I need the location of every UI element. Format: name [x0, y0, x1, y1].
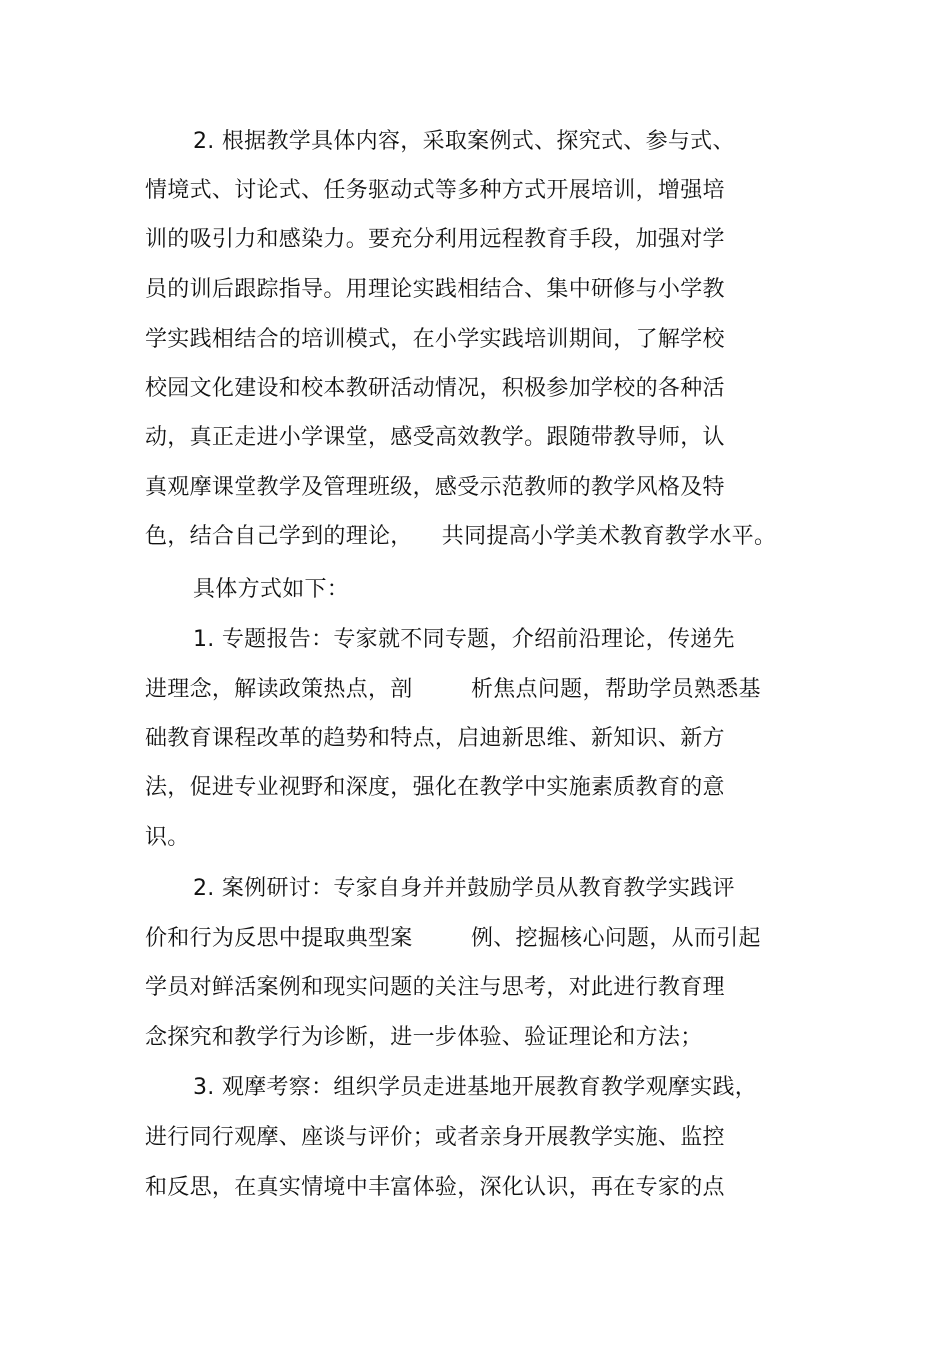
text-line: 识。: [145, 825, 190, 850]
text-line: 真观摩课堂教学及管理班级，感受示范教师的教学风格及特: [145, 475, 725, 500]
text-line: 训的吸引力和感染力。要充分利用远程教育手段，加强对学: [145, 227, 725, 252]
text-line: 学实践相结合的培训模式，在小学实践培训期间，了解学校: [145, 327, 725, 352]
text-line: 2. 案例研讨：专家自身并并鼓励学员从教育教学实践评: [193, 876, 735, 901]
text-line: 进理念，解读政策热点，剖 析焦点问题，帮助学员熟悉基: [145, 677, 761, 702]
text-line: 动，真正走进小学课堂，感受高效教学。跟随带教导师，认: [145, 425, 725, 450]
text-line: 学员对鲜活案例和现实问题的关注与思考，对此进行教育理: [145, 975, 725, 1000]
text-line: 础教育课程改革的趋势和特点，启迪新思维、新知识、新方: [145, 726, 725, 751]
text-line: 3. 观摩考察：组织学员走进基地开展教育教学观摩实践，: [193, 1075, 758, 1100]
text-line: 念探究和教学行为诊断，进一步体验、验证理论和方法；: [145, 1025, 703, 1050]
text-line: 价和行为反思中提取典型案 例、挖掘核心问题，从而引起: [145, 926, 761, 951]
text-line: 和反思，在真实情境中丰富体验，深化认识，再在专家的点: [145, 1175, 725, 1200]
text-line: 员的训后跟踪指导。用理论实践相结合、集中研修与小学教: [145, 277, 725, 302]
text-line: 情境式、讨论式、任务驱动式等多种方式开展培训，增强培: [145, 178, 725, 203]
text-line: 进行同行观摩、座谈与评价；或者亲身开展教学实施、监控: [145, 1125, 725, 1150]
text-line: 2. 根据教学具体内容，采取案例式、探究式、参与式、: [193, 129, 735, 154]
text-line: 法，促进专业视野和深度，强化在教学中实施素质教育的意: [145, 775, 725, 800]
text-line: 色，结合自己学到的理论， 共同提高小学美术教育教学水平。: [145, 524, 777, 549]
text-line: 具体方式如下：: [193, 577, 350, 602]
text-line: 校园文化建设和校本教研活动情况，积极参加学校的各种活: [145, 376, 725, 401]
text-line: 1. 专题报告：专家就不同专题，介绍前沿理论，传递先: [193, 627, 735, 652]
